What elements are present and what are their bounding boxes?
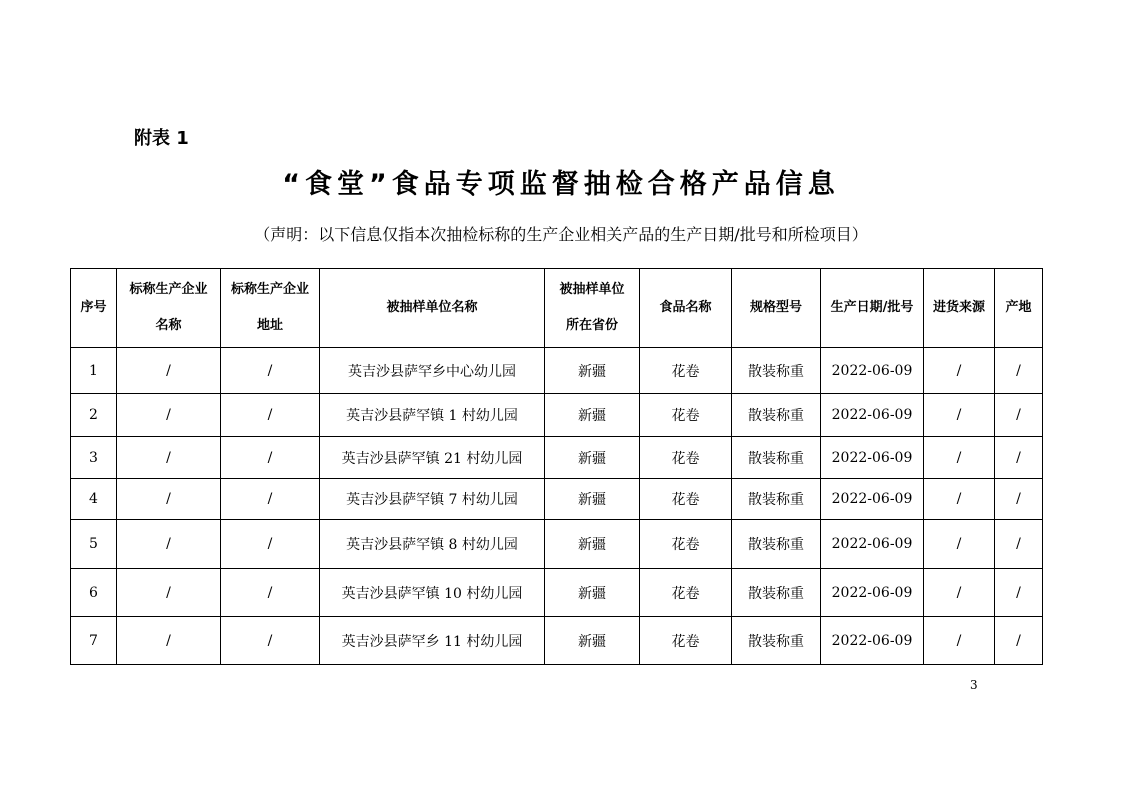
cell-food-name: 花卷 bbox=[640, 569, 732, 617]
cell-spec: 散装称重 bbox=[732, 394, 821, 437]
cell-producer-address: / bbox=[221, 479, 320, 520]
cell-spec: 散装称重 bbox=[732, 569, 821, 617]
cell-sampled-unit: 英吉沙县萨罕镇 21 村幼儿园 bbox=[320, 437, 545, 479]
cell-producer-address: / bbox=[221, 617, 320, 665]
cell-producer-address: / bbox=[221, 437, 320, 479]
cell-seq: 5 bbox=[71, 520, 117, 569]
cell-origin: / bbox=[995, 520, 1043, 569]
cell-sampled-unit: 英吉沙县萨罕镇 1 村幼儿园 bbox=[320, 394, 545, 437]
attachment-label: 附表 1 bbox=[134, 128, 189, 149]
cell-sampled-unit: 英吉沙县萨罕镇 7 村幼儿园 bbox=[320, 479, 545, 520]
cell-origin: / bbox=[995, 569, 1043, 617]
table-row bbox=[71, 617, 1043, 665]
cell-food-name: 花卷 bbox=[640, 348, 732, 394]
table-row bbox=[71, 437, 1043, 479]
table-row bbox=[71, 479, 1043, 520]
cell-date: 2022-06-09 bbox=[821, 394, 924, 437]
cell-spec: 散装称重 bbox=[732, 617, 821, 665]
cell-province: 新疆 bbox=[545, 348, 640, 394]
cell-source: / bbox=[924, 348, 995, 394]
cell-origin: / bbox=[995, 437, 1043, 479]
cell-spec: 散装称重 bbox=[732, 479, 821, 520]
cell-date: 2022-06-09 bbox=[821, 479, 924, 520]
cell-date: 2022-06-09 bbox=[821, 437, 924, 479]
cell-origin: / bbox=[995, 394, 1043, 437]
page-title: “食堂”食品专项监督抽检合格产品信息 bbox=[282, 169, 840, 200]
cell-source: / bbox=[924, 520, 995, 569]
table-row bbox=[71, 569, 1043, 617]
header-sampled-unit: 被抽样单位名称 bbox=[320, 269, 545, 348]
cell-sampled-unit: 英吉沙县萨罕乡中心幼儿园 bbox=[320, 348, 545, 394]
cell-date: 2022-06-09 bbox=[821, 520, 924, 569]
header-origin: 产地 bbox=[995, 269, 1043, 348]
cell-source: / bbox=[924, 617, 995, 665]
cell-origin: / bbox=[995, 348, 1043, 394]
header-source: 进货来源 bbox=[924, 269, 995, 348]
header-producer-address: 标称生产企业 地址 bbox=[221, 269, 320, 348]
header-spec: 规格型号 bbox=[732, 269, 821, 348]
cell-spec: 散装称重 bbox=[732, 348, 821, 394]
cell-producer-name: / bbox=[117, 479, 221, 520]
cell-seq: 7 bbox=[71, 617, 117, 665]
cell-spec: 散装称重 bbox=[732, 437, 821, 479]
cell-food-name: 花卷 bbox=[640, 394, 732, 437]
header-province: 被抽样单位 所在省份 bbox=[545, 269, 640, 348]
header-seq: 序号 bbox=[71, 269, 117, 348]
cell-producer-name: / bbox=[117, 437, 221, 479]
cell-province: 新疆 bbox=[545, 394, 640, 437]
table-row bbox=[71, 348, 1043, 394]
cell-producer-name: / bbox=[117, 394, 221, 437]
cell-producer-name: / bbox=[117, 520, 221, 569]
cell-date: 2022-06-09 bbox=[821, 348, 924, 394]
header-date-batch: 生产日期/批号 bbox=[821, 269, 924, 348]
cell-date: 2022-06-09 bbox=[821, 569, 924, 617]
cell-source: / bbox=[924, 569, 995, 617]
cell-producer-name: / bbox=[117, 569, 221, 617]
cell-food-name: 花卷 bbox=[640, 479, 732, 520]
cell-province: 新疆 bbox=[545, 569, 640, 617]
header-producer-name: 标称生产企业 名称 bbox=[117, 269, 221, 348]
cell-source: / bbox=[924, 394, 995, 437]
table-row bbox=[71, 394, 1043, 437]
cell-source: / bbox=[924, 437, 995, 479]
table-row bbox=[71, 520, 1043, 569]
cell-spec: 散装称重 bbox=[732, 520, 821, 569]
cell-food-name: 花卷 bbox=[640, 617, 732, 665]
cell-producer-address: / bbox=[221, 520, 320, 569]
cell-producer-address: / bbox=[221, 348, 320, 394]
qualified-products-table bbox=[70, 268, 1043, 665]
cell-seq: 1 bbox=[71, 348, 117, 394]
cell-producer-address: / bbox=[221, 394, 320, 437]
cell-seq: 6 bbox=[71, 569, 117, 617]
cell-province: 新疆 bbox=[545, 617, 640, 665]
cell-sampled-unit: 英吉沙县萨罕镇 8 村幼儿园 bbox=[320, 520, 545, 569]
disclaimer-statement: （声明：以下信息仅指本次抽检标称的生产企业相关产品的生产日期/批号和所检项目） bbox=[254, 225, 868, 244]
cell-sampled-unit: 英吉沙县萨罕镇 10 村幼儿园 bbox=[320, 569, 545, 617]
cell-food-name: 花卷 bbox=[640, 437, 732, 479]
cell-date: 2022-06-09 bbox=[821, 617, 924, 665]
cell-seq: 2 bbox=[71, 394, 117, 437]
cell-seq: 4 bbox=[71, 479, 117, 520]
cell-origin: / bbox=[995, 479, 1043, 520]
cell-producer-address: / bbox=[221, 569, 320, 617]
header-food-name: 食品名称 bbox=[640, 269, 732, 348]
cell-province: 新疆 bbox=[545, 479, 640, 520]
cell-sampled-unit: 英吉沙县萨罕乡 11 村幼儿园 bbox=[320, 617, 545, 665]
cell-food-name: 花卷 bbox=[640, 520, 732, 569]
cell-province: 新疆 bbox=[545, 520, 640, 569]
cell-province: 新疆 bbox=[545, 437, 640, 479]
cell-producer-name: / bbox=[117, 617, 221, 665]
cell-seq: 3 bbox=[71, 437, 117, 479]
cell-origin: / bbox=[995, 617, 1043, 665]
cell-producer-name: / bbox=[117, 348, 221, 394]
table-header-row bbox=[71, 269, 1043, 348]
page-number: 3 bbox=[970, 678, 978, 692]
cell-source: / bbox=[924, 479, 995, 520]
